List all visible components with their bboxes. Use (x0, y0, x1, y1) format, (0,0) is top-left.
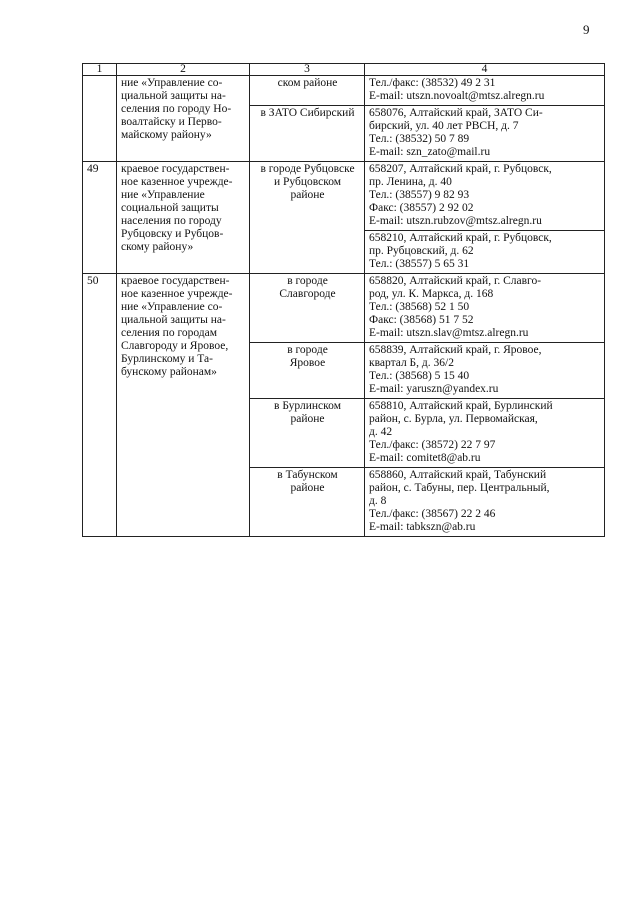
contact-cell: 658207, Алтайский край, г. Рубцовск, пр. Ленина, д. 40 Тел.: (38557) 9 82 93 Факс: (38557) 2 92 02 E-mail: utszn.rubzov@mtsz.alregn.ru (365, 162, 605, 231)
table-row (83, 76, 605, 106)
row-number: 49 (83, 162, 117, 274)
institutions-table (82, 63, 605, 537)
district-cell: в городе Славгороде (250, 274, 365, 343)
header-cell: 2 (117, 64, 250, 76)
contact-cell: Тел./факс: (38532) 49 2 31 E-mail: utszn.novoalt@mtsz.alregn.ru (365, 76, 605, 106)
header-cell: 4 (365, 64, 605, 76)
contact-cell: 658820, Алтайский край, г. Славго- род, ул. К. Маркса, д. 168 Тел.: (38568) 52 1 50 Факс: (38568) 51 7 52 E-mail: utszn.slav@mtsz.alregn.ru (365, 274, 605, 343)
organization-name: краевое государствен- ное казенное учрежде- ние «Управление социальной защиты населения по городу Рубцовску и Рубцов- скому району» (117, 162, 250, 274)
page-number: 9 (583, 22, 590, 37)
row-number: 50 (83, 274, 117, 537)
contact-cell: 658839, Алтайский край, г. Яровое, квартал Б, д. 36/2 Тел.: (38568) 5 15 40 E-mail: yaruszn@yandex.ru (365, 343, 605, 399)
header-cell: 3 (250, 64, 365, 76)
table-row (83, 274, 605, 343)
row-number (83, 76, 117, 162)
district-cell: ском районе (250, 76, 365, 106)
contact-cell: 658810, Алтайский край, Бурлинский район, с. Бурла, ул. Первомайская, д. 42 Тел./факс: (38572) 22 7 97 E-mail: comitet8@ab.ru (365, 399, 605, 468)
contact-cell: 658210, Алтайский край, г. Рубцовск, пр. Рубцовский, д. 62 Тел.: (38557) 5 65 31 (365, 231, 605, 274)
header-cell: 1 (83, 64, 117, 76)
district-cell: в городе Яровое (250, 343, 365, 399)
district-cell: в Бурлинском районе (250, 399, 365, 468)
header-row (83, 64, 605, 76)
district-cell: в ЗАТО Сибирский (250, 106, 365, 162)
table-row (83, 162, 605, 231)
district-cell: в городе Рубцовске и Рубцовском районе (250, 162, 365, 274)
organization-name: ние «Управление со- циальной защиты на- селения по городу Но- воалтайску и Перво- майскому району» (117, 76, 250, 162)
contact-cell: 658860, Алтайский край, Табунский район, с. Табуны, пер. Центральный, д. 8 Тел./факс: (38567) 22 2 46 E-mail: tabkszn@ab.ru (365, 468, 605, 537)
district-cell: в Табунском районе (250, 468, 365, 537)
contact-cell: 658076, Алтайский край, ЗАТО Си- бирский, ул. 40 лет РВСН, д. 7 Тел.: (38532) 50 7 89 E-mail: szn_zato@mail.ru (365, 106, 605, 162)
organization-name: краевое государствен- ное казенное учрежде- ние «Управление со- циальной защиты на- селения по городам Славгороду и Яровое, Бурлинскому и Та- бунскому районам» (117, 274, 250, 537)
